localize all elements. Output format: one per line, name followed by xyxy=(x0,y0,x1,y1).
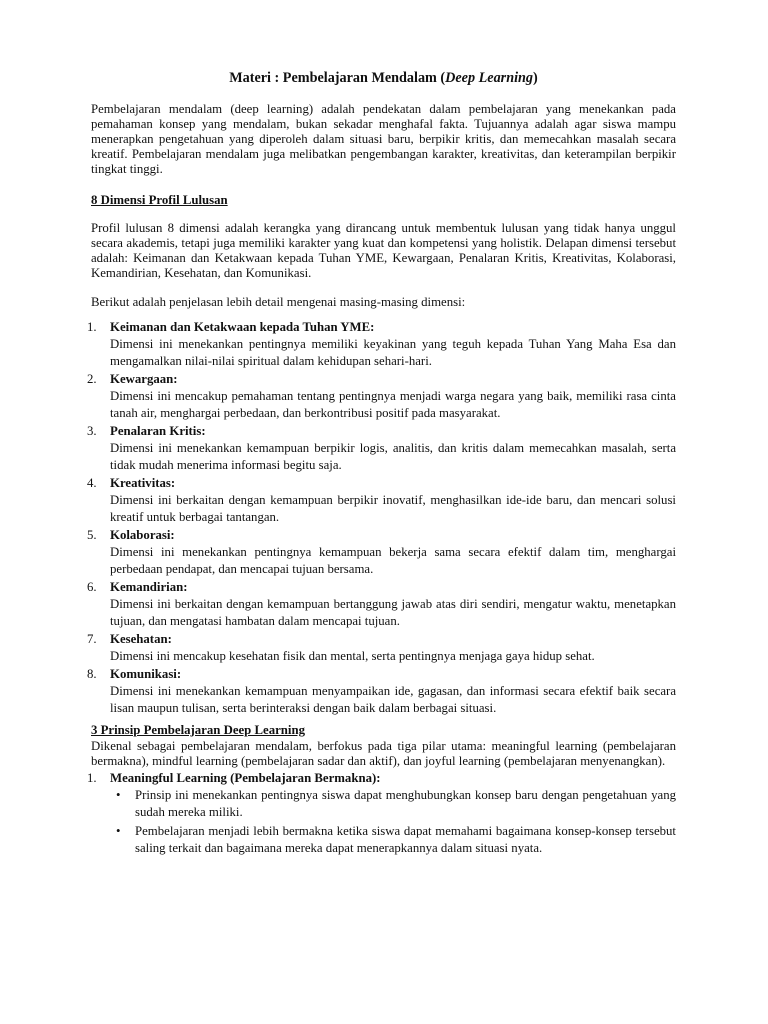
list-item: • Pembelajaran menjadi lebih bermakna ketika siswa dapat memahami bagaimana konsep-konsep tersebut saling terkait dan bagaimana mereka dapat menerapkannya dalam situasi nyata. xyxy=(116,823,676,855)
list-item: 4. Kreativitas: Dimensi ini berkaitan dengan kemampuan berpikir inovatif, menghasilkan ide-ide baru, dan mencari solusi kreatif untuk berbagai tantangan. xyxy=(87,476,676,525)
list-item: 6. Kemandirian: Dimensi ini berkaitan dengan kemampuan bertanggung jawab atas diri sendiri, mengatur waktu, menetapkan tujuan, dan mengatasi hambatan dalam mencapai tujuan. xyxy=(87,580,676,629)
section-heading-dimensions: 8 Dimensi Profil Lulusan xyxy=(91,193,228,208)
dimensions-paragraph: Profil lulusan 8 dimensi adalah kerangka yang dirancang untuk membentuk lulusan yang tidak hanya unggul secara akademis, tetapi juga memiliki karakter yang kuat dan kompetensi yang holistik. Delapan dimensi tersebut adalah: Keimanan dan Ketakwaan kepada Tuhan YME, Kewargaan, Penalaran Kritis, Kreativitas, Kolaborasi, Kemandirian, Kesehatan, dan Komunikasi. xyxy=(91,220,676,281)
list-item: 3. Penalaran Kritis: Dimensi ini menekankan kemampuan berpikir logis, analitis, dan kritis dalam memecahkan masalah, serta tidak mudah menerima informasi begitu saja. xyxy=(87,424,676,473)
list-item: 8. Komunikasi: Dimensi ini menekankan kemampuan menyampaikan ide, gagasan, dan informasi secara efektif baik secara lisan maupun tulisan, serta berinteraksi dengan baik dalam berbagai situasi. xyxy=(87,667,676,716)
section-heading-principles: 3 Prinsip Pembelajaran Deep Learning xyxy=(91,723,305,738)
dimensions-lead: Berikut adalah penjelasan lebih detail mengenai masing-masing dimensi: xyxy=(91,295,466,310)
principles-paragraph: Dikenal sebagai pembelajaran mendalam, berfokus pada tiga pilar utama: meaningful learning (pembelajaran bermakna), mindful learning (pembelajaran sadar dan aktif), dan joyful learning (pembelajaran menyenangkan). xyxy=(91,738,676,768)
intro-paragraph: Pembelajaran mendalam (deep learning) adalah pendekatan dalam pembelajaran yang menekankan pada pemahaman konsep yang mendalam, bukan sekadar menghafal fakta. Tujuannya adalah agar siswa mampu menerapkan pengetahuan yang diperoleh dalam situasi baru, berpikir kritis, dan memecahkan masalah secara kreatif. Pembelajaran mendalam juga melibatkan pengembangan karakter, kreativitas, dan keterampilan berpikir tingkat tinggi. xyxy=(91,102,676,177)
principle-title: Meaningful Learning (Pembelajaran Bermakna): xyxy=(110,770,381,785)
title-italic: Deep Learning xyxy=(445,70,534,86)
page-title: Materi : Pembelajaran Mendalam (Deep Learning) xyxy=(229,70,538,86)
list-item: • Prinsip ini menekankan pentingnya siswa dapat menghubungkan konsep baru dengan pengetahuan yang sudah mereka miliki. xyxy=(116,787,676,819)
list-item: 2. Kewargaan: Dimensi ini mencakup pemahaman tentang pentingnya menjadi warga negara yang baik, memiliki rasa cinta tanah air, menghargai perbedaan, dan berkontribusi positif pada masyarakat. xyxy=(87,372,676,421)
list-item: 1. Keimanan dan Ketakwaan kepada Tuhan YME: Dimensi ini menekankan pentingnya memiliki keyakinan yang teguh kepada Tuhan Yang Maha Esa dan mengamalkan nilai-nilai spiritual dalam kehidupan sehari-hari. xyxy=(87,320,676,369)
bullet-icon: • xyxy=(116,823,121,838)
bullet-icon: • xyxy=(116,787,121,802)
principle-item: 1. Meaningful Learning (Pembelajaran Bermakna): xyxy=(91,769,676,787)
list-item: 5. Kolaborasi: Dimensi ini menekankan pentingnya kemampuan bekerja sama secara efektif dalam tim, menghargai perbedaan pendapat, dan mencapai tujuan bersama. xyxy=(87,528,676,577)
dimensions-list xyxy=(87,318,676,717)
principle-bullets xyxy=(91,787,676,857)
list-item: 7. Kesehatan: Dimensi ini mencakup kesehatan fisik dan mental, serta pentingnya menjaga gaya hidup sehat. xyxy=(87,632,595,664)
